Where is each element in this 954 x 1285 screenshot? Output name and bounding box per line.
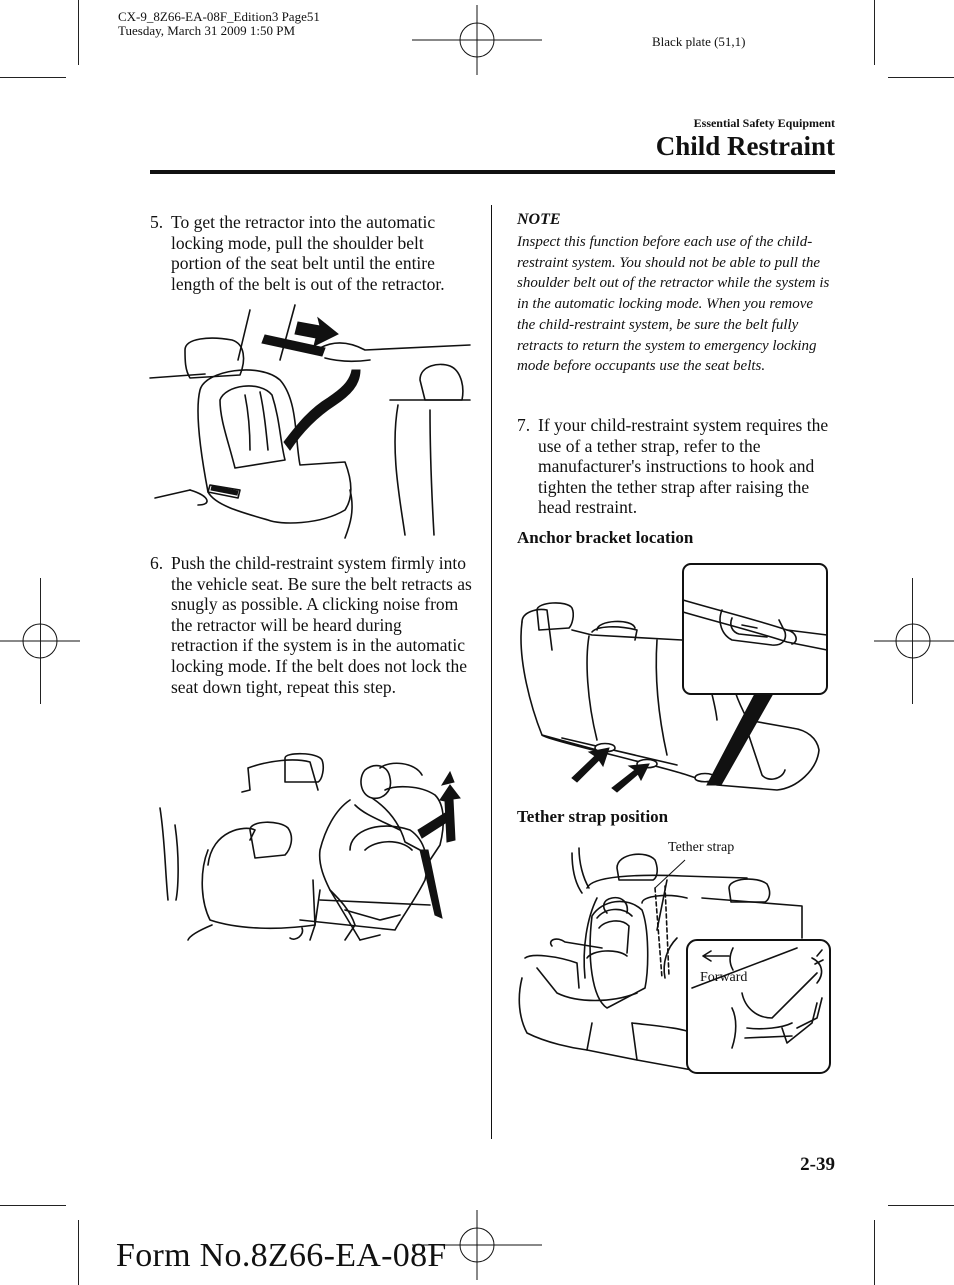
step-5	[150, 212, 470, 302]
file-info-line: CX-9_8Z66-EA-08F_Edition3 Page51	[118, 9, 320, 24]
note-text: Inspect this function before each use of the child-restraint system. You should not be able to pull the shoulder belt out of the retractor while the system is in the automatic locking mode. When you remove the child-restraint system, be sure the belt fully retracts to return the system to emergency locking mode before occupants use the seat belts.	[517, 234, 830, 375]
section-title: Essential Safety Equipment	[693, 116, 835, 130]
step-7	[517, 415, 837, 520]
step-6	[150, 553, 472, 723]
step-7-text: If your child-restraint system requires the use of a tether strap, refer to the manufacturer's instructions to hook and tighten the tether strap after raising the head restraint.	[538, 415, 829, 518]
belt-pull-illustration	[150, 300, 470, 540]
forward-label: Forward	[700, 970, 748, 985]
header-rule	[150, 170, 835, 174]
note-heading: NOTE	[517, 211, 561, 228]
page-title: Child Restraint	[655, 131, 835, 161]
push-seat-illustration	[150, 750, 470, 945]
step-5-number: 5.	[150, 212, 164, 232]
tether-strap-heading: Tether strap position	[517, 807, 669, 826]
column-divider	[491, 205, 492, 1139]
page-number: 2-39	[800, 1154, 835, 1175]
tether-strap-label: Tether strap	[668, 840, 735, 855]
step-6-number: 6.	[150, 553, 164, 573]
form-number: Form No.8Z66-EA-08F	[116, 1237, 447, 1274]
step-7-number: 7.	[517, 415, 531, 435]
tether-strap-illustration	[517, 838, 835, 1078]
date-line: Tuesday, March 31 2009 1:50 PM	[118, 23, 296, 38]
plate-label: Black plate (51,1)	[652, 34, 746, 49]
step-6-text: Push the child-restraint system firmly into the vehicle seat. Be sure the belt retracts as snugly as possible. A clicking noise from the retractor will be heard during retraction if the system is in the automatic locking mode. If the belt does not lock the seat down tight, repeat this step.	[171, 553, 472, 697]
anchor-bracket-heading: Anchor bracket location	[517, 528, 694, 547]
anchor-bracket-illustration	[517, 560, 835, 800]
step-5-text: To get the retractor into the automatic locking mode, pull the shoulder belt portion of the seat belt until the entire length of the belt is out of the retractor.	[171, 212, 445, 294]
